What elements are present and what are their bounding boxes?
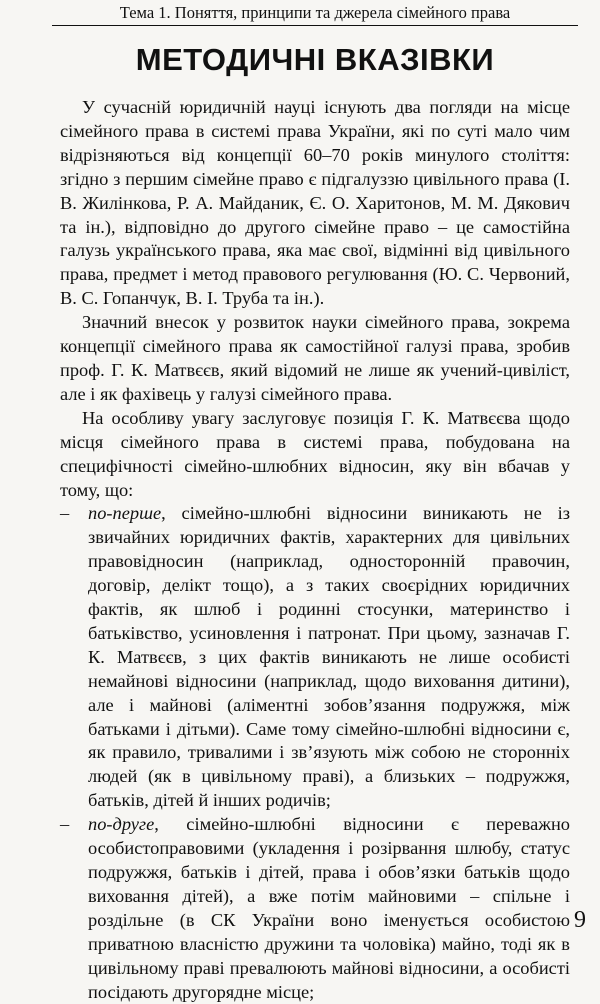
list-item [60, 502, 570, 813]
paragraph: Значний внесок у розвиток науки сімейного права, зокрема концепції сімейного права як самостійної галузі права, зробив проф. Г. К. Матвєєв, який відомий не лише як учений-цивіліст, але і як фахівець у галузі сімейного права. [60, 312, 570, 404]
paragraph: У сучасній юридичній науці існують два погляди на місце сімейного права в системі права України, які по суті мало чим відрізняються від концепції 60–70 років минулого століття: згідно з першим сімейне право є підгалуззю цивільного права (І. В. Жилінкова, Р. А. Майданик, Є. О. Харитонов, М. М. Дякович та ін.), відповідно до другого сімейне право – це самостійна галузь українського права, яка має свої, відмінні від цивільного права, предмет і метод правового регулювання (Ю. С. Червоний, В. С. Гопанчук, В. І. Труба та ін.). [60, 97, 570, 309]
list-item-text: , сімейно-шлюбні відносини виникають не із звичайних юридичних фактів, характерних для цивільних правовідносин (наприклад, односторонній правочин, договір, делікт тощо), а з таких своєрідних юридичних фактів, як шлюб і родинні стосунки, материнство і батьківство, усиновлення і патронат. При цьому, зазначав Г. К. Матвєєв, з цих фактів виникають не лише особисті немайнові відносини (наприклад, щодо виховання дитини), але і майнові (аліментні зобов’язання подружжя, між батьками і дітьми). Саме тому сімейно-шлюбні відносини є, як правило, тривалими і зв’язують між собою не сторонніх людей (як в цивільному праві), а близьких – подружжя, батьків, дітей й інших родичів; [88, 503, 570, 811]
list-dash: – [60, 814, 70, 835]
list-item-lead: по-перше [88, 503, 162, 524]
enumeration-list [60, 502, 570, 1004]
running-header: Тема 1. Поняття, принципи та джерела сімейного права [52, 0, 578, 26]
section-title: МЕТОДИЧНІ ВКАЗІВКИ [135, 42, 495, 77]
body-text [60, 96, 570, 1004]
list-item-lead: по-друге [88, 814, 155, 835]
page-number: 9 [574, 907, 586, 933]
list-item-text: , сімейно-шлюбні відносини є переважно особистоправовими (укладення і розірвання шлюбу, статус подружжя, батьків і дітей, права і обов’язки батьків щодо виховання дітей), а вже потім майновими – спільне і роздільне (в СК України воно іменується особистою приватною власністю дружини та чоловіка) майно, тоді як в цивільному праві превалюють майнові відносини, а особисті посідають другорядне місце; [88, 814, 570, 1002]
paragraph: На особливу увагу заслуговує позиція Г. К. Матвєєва щодо місця сімейного права в системі права, побудована на специфічності сімейно-шлюбних відносин, яку він вбачав у тому, що: [60, 407, 570, 500]
list-dash: – [60, 503, 70, 524]
list-item [60, 813, 570, 1004]
